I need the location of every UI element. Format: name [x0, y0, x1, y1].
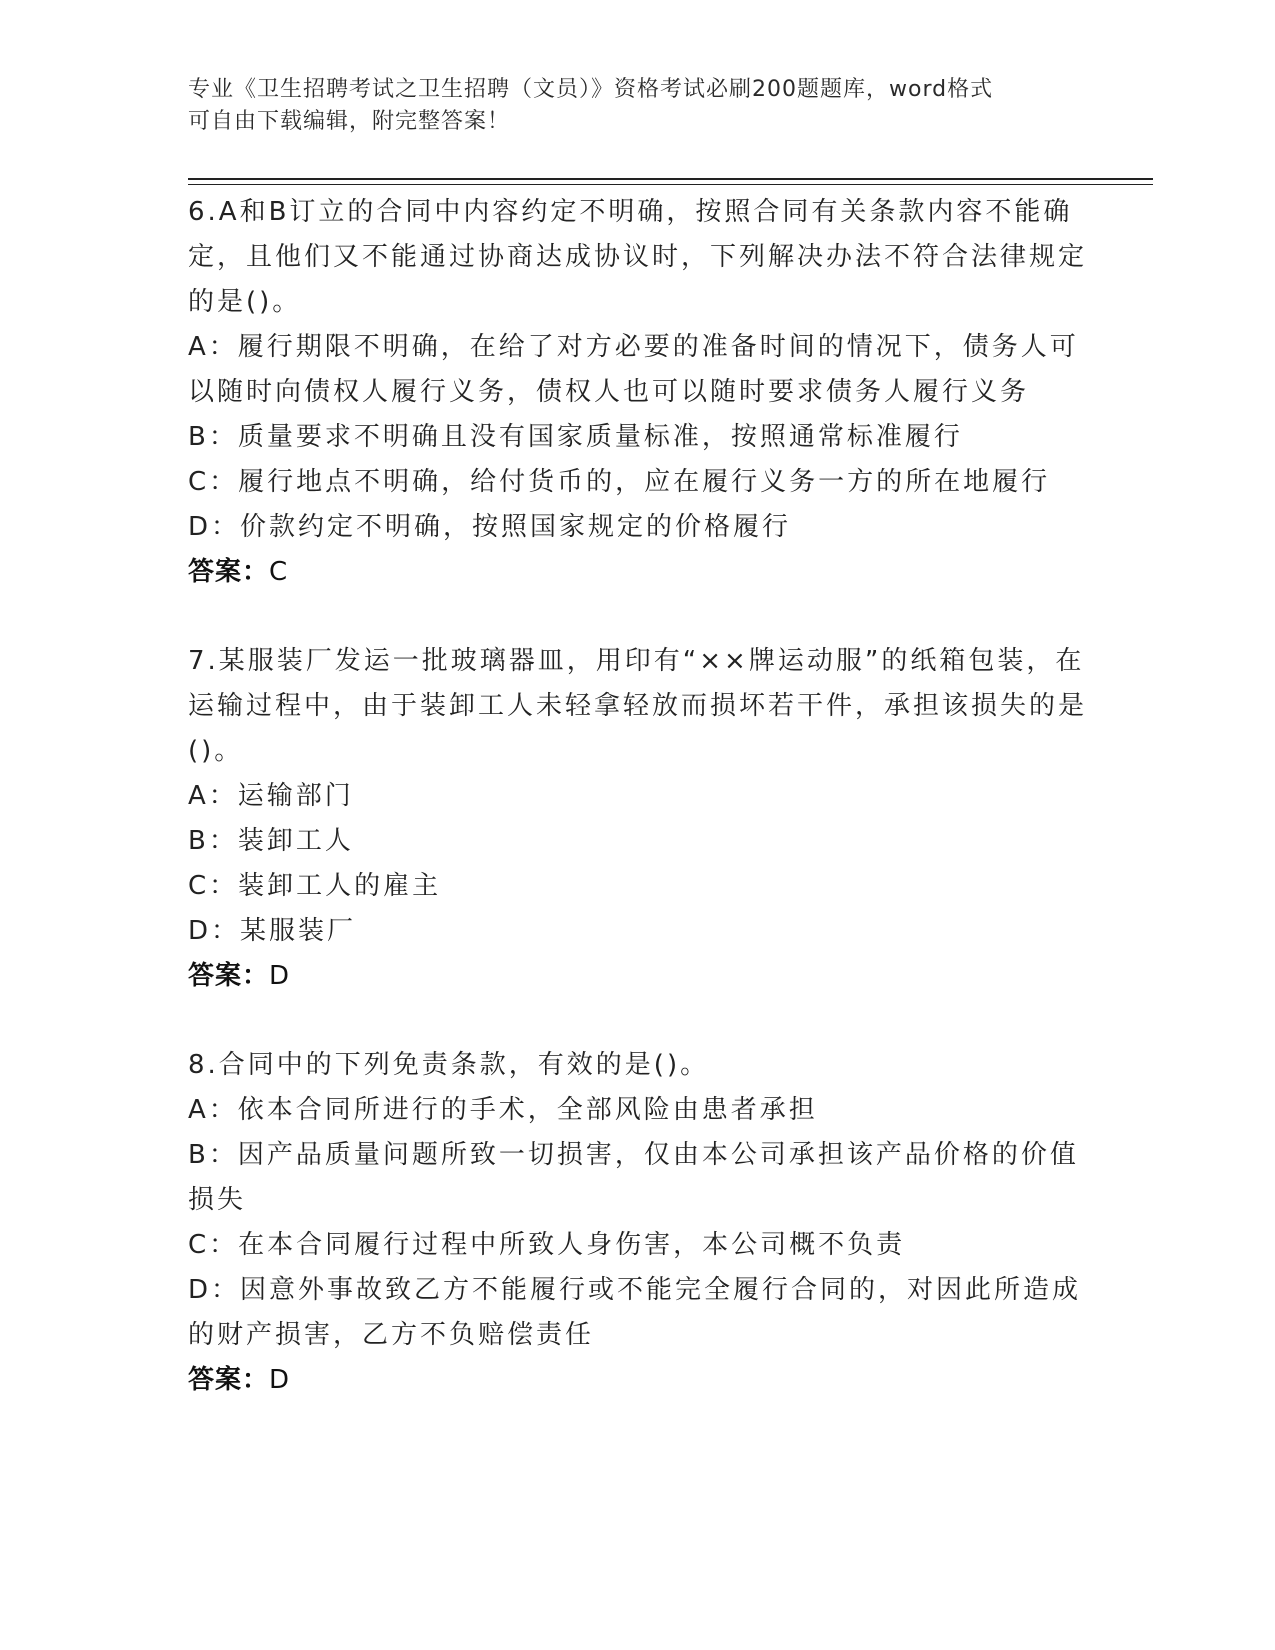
document-header: [188, 74, 1068, 138]
question-text: 6.A和B订立的合同中内容约定不明确，按照合同有关条款内容不能确定，且他们又不能通过协商达成协议时，下列解决办法不符合法律规定的是()。: [188, 197, 1088, 317]
header-divider-thin: [188, 184, 1153, 185]
option-b: B：装卸工人: [188, 826, 354, 856]
option-a: A：运输部门: [188, 781, 354, 811]
answer-value: C: [269, 557, 289, 587]
option-d: D：某服装厂: [188, 916, 357, 946]
answer-label: 答案：: [188, 1365, 270, 1395]
answer-line: [188, 550, 1088, 595]
answer-label: 答案：: [188, 557, 270, 587]
option-a: A：依本合同所进行的手术，全部风险由患者承担: [188, 1095, 818, 1125]
header-line-1: 专业《卫生招聘考试之卫生招聘（文员）》资格考试必刷200题题库，word格式: [188, 77, 994, 102]
option-b: B：因产品质量问题所致一切损害，仅由本公司承担该产品价格的价值损失: [188, 1140, 1079, 1215]
answer-line: [188, 954, 1088, 999]
question-list: [188, 190, 1088, 1447]
option-c: C：履行地点不明确，给付货币的，应在履行义务一方的所在地履行: [188, 467, 1051, 497]
option-a: A：履行期限不明确，在给了对方必要的准备时间的情况下，债务人可以随时向债权人履行义务，债权人也可以随时要求债务人履行义务: [188, 332, 1079, 407]
question-6: [188, 190, 1088, 595]
option-d: D：因意外事故致乙方不能履行或不能完全履行合同的，对因此所造成的财产损害，乙方不负赔偿责任: [188, 1275, 1082, 1350]
option-b: B：质量要求不明确且没有国家质量标准，按照通常标准履行: [188, 422, 963, 452]
answer-value: D: [269, 961, 291, 991]
header-divider-thick: [188, 178, 1153, 180]
option-c: C：在本合同履行过程中所致人身伤害，本公司概不负责: [188, 1230, 906, 1260]
question-7: [188, 639, 1088, 999]
answer-label: 答案：: [188, 961, 270, 991]
answer-value: D: [269, 1365, 291, 1395]
header-line-2: 可自由下载编辑，附完整答案！: [188, 109, 511, 134]
question-8: [188, 1043, 1088, 1403]
option-d: D：价款约定不明确，按照国家规定的价格履行: [188, 512, 792, 542]
answer-line: [188, 1358, 1088, 1403]
option-c: C：装卸工人的雇主: [188, 871, 442, 901]
question-text: 7.某服装厂发运一批玻璃器皿，用印有“××牌运动服”的纸箱包装，在运输过程中，由于装卸工人未轻拿轻放而损坏若干件，承担该损失的是()。: [188, 646, 1088, 766]
question-text: 8.合同中的下列免责条款，有效的是()。: [188, 1050, 710, 1080]
